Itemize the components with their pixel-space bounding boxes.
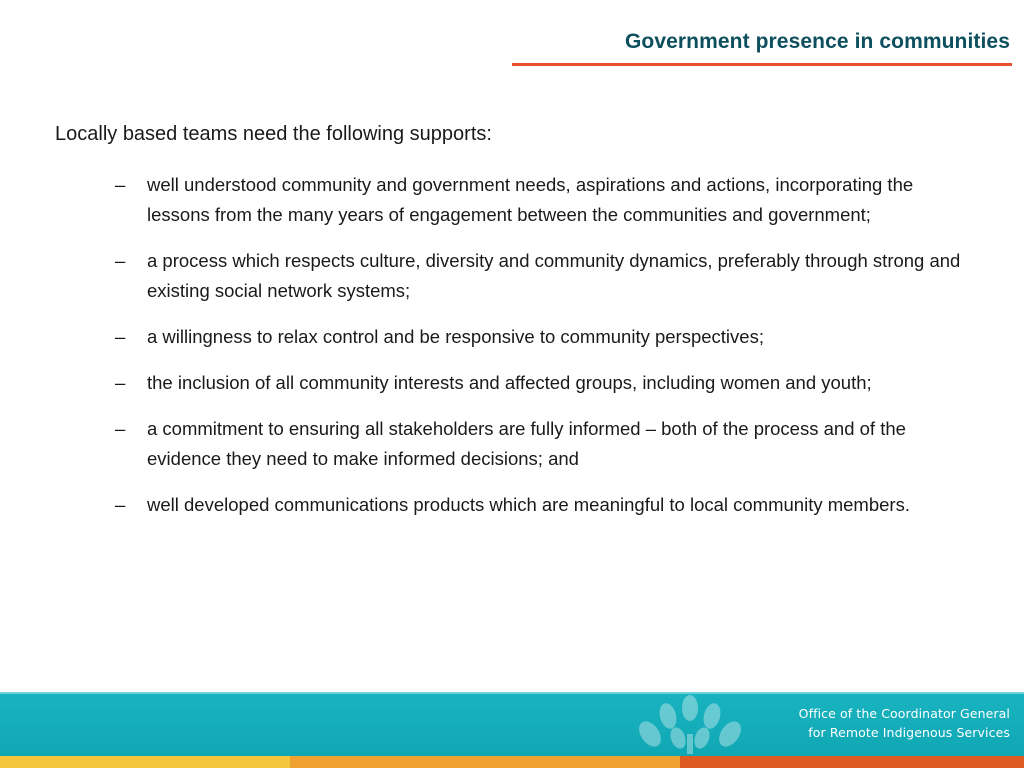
org-name-line-2: for Remote Indigenous Services xyxy=(808,725,1010,740)
list-item xyxy=(115,368,975,398)
list-item-text: the inclusion of all community interests and affected groups, including women and youth; xyxy=(147,372,872,393)
title-underline xyxy=(512,63,1012,66)
dash-marker: – xyxy=(115,174,126,195)
supports-list xyxy=(115,170,975,536)
footer-stripe-red xyxy=(680,756,1024,768)
dash-marker: – xyxy=(115,494,126,515)
list-item-text: a process which respects culture, diversity and community dynamics, preferably through strong and existing social network systems; xyxy=(147,250,961,301)
list-item xyxy=(115,490,975,520)
list-item-text: a commitment to ensuring all stakeholders are fully informed – both of the process and of the evidence they need to make informed decisions; and xyxy=(147,418,906,469)
tree-leaves-icon xyxy=(620,694,760,754)
footer-stripe-yellow xyxy=(0,756,290,768)
list-item xyxy=(115,414,975,474)
dash-marker: – xyxy=(115,326,126,347)
list-item xyxy=(115,246,975,306)
list-item-text: well developed communications products which are meaningful to local community members. xyxy=(147,494,910,515)
slide-title: Government presence in communities xyxy=(624,30,1010,53)
intro-text: Locally based teams need the following supports: xyxy=(55,123,492,145)
organization-name xyxy=(799,704,1010,742)
dash-marker: – xyxy=(115,418,126,439)
list-item-text: well understood community and government needs, aspirations and actions, incorporating the lessons from the many years of engagement between the communities and government; xyxy=(147,174,914,225)
org-name-line-1: Office of the Coordinator General xyxy=(798,706,1010,721)
list-item xyxy=(115,322,975,352)
dash-marker: – xyxy=(115,250,126,271)
dash-marker: – xyxy=(115,372,126,393)
list-item-text: a willingness to relax control and be responsive to community perspectives; xyxy=(147,326,764,347)
footer-banner xyxy=(0,692,1024,768)
list-item xyxy=(115,170,975,230)
footer-stripe-orange xyxy=(290,756,680,768)
